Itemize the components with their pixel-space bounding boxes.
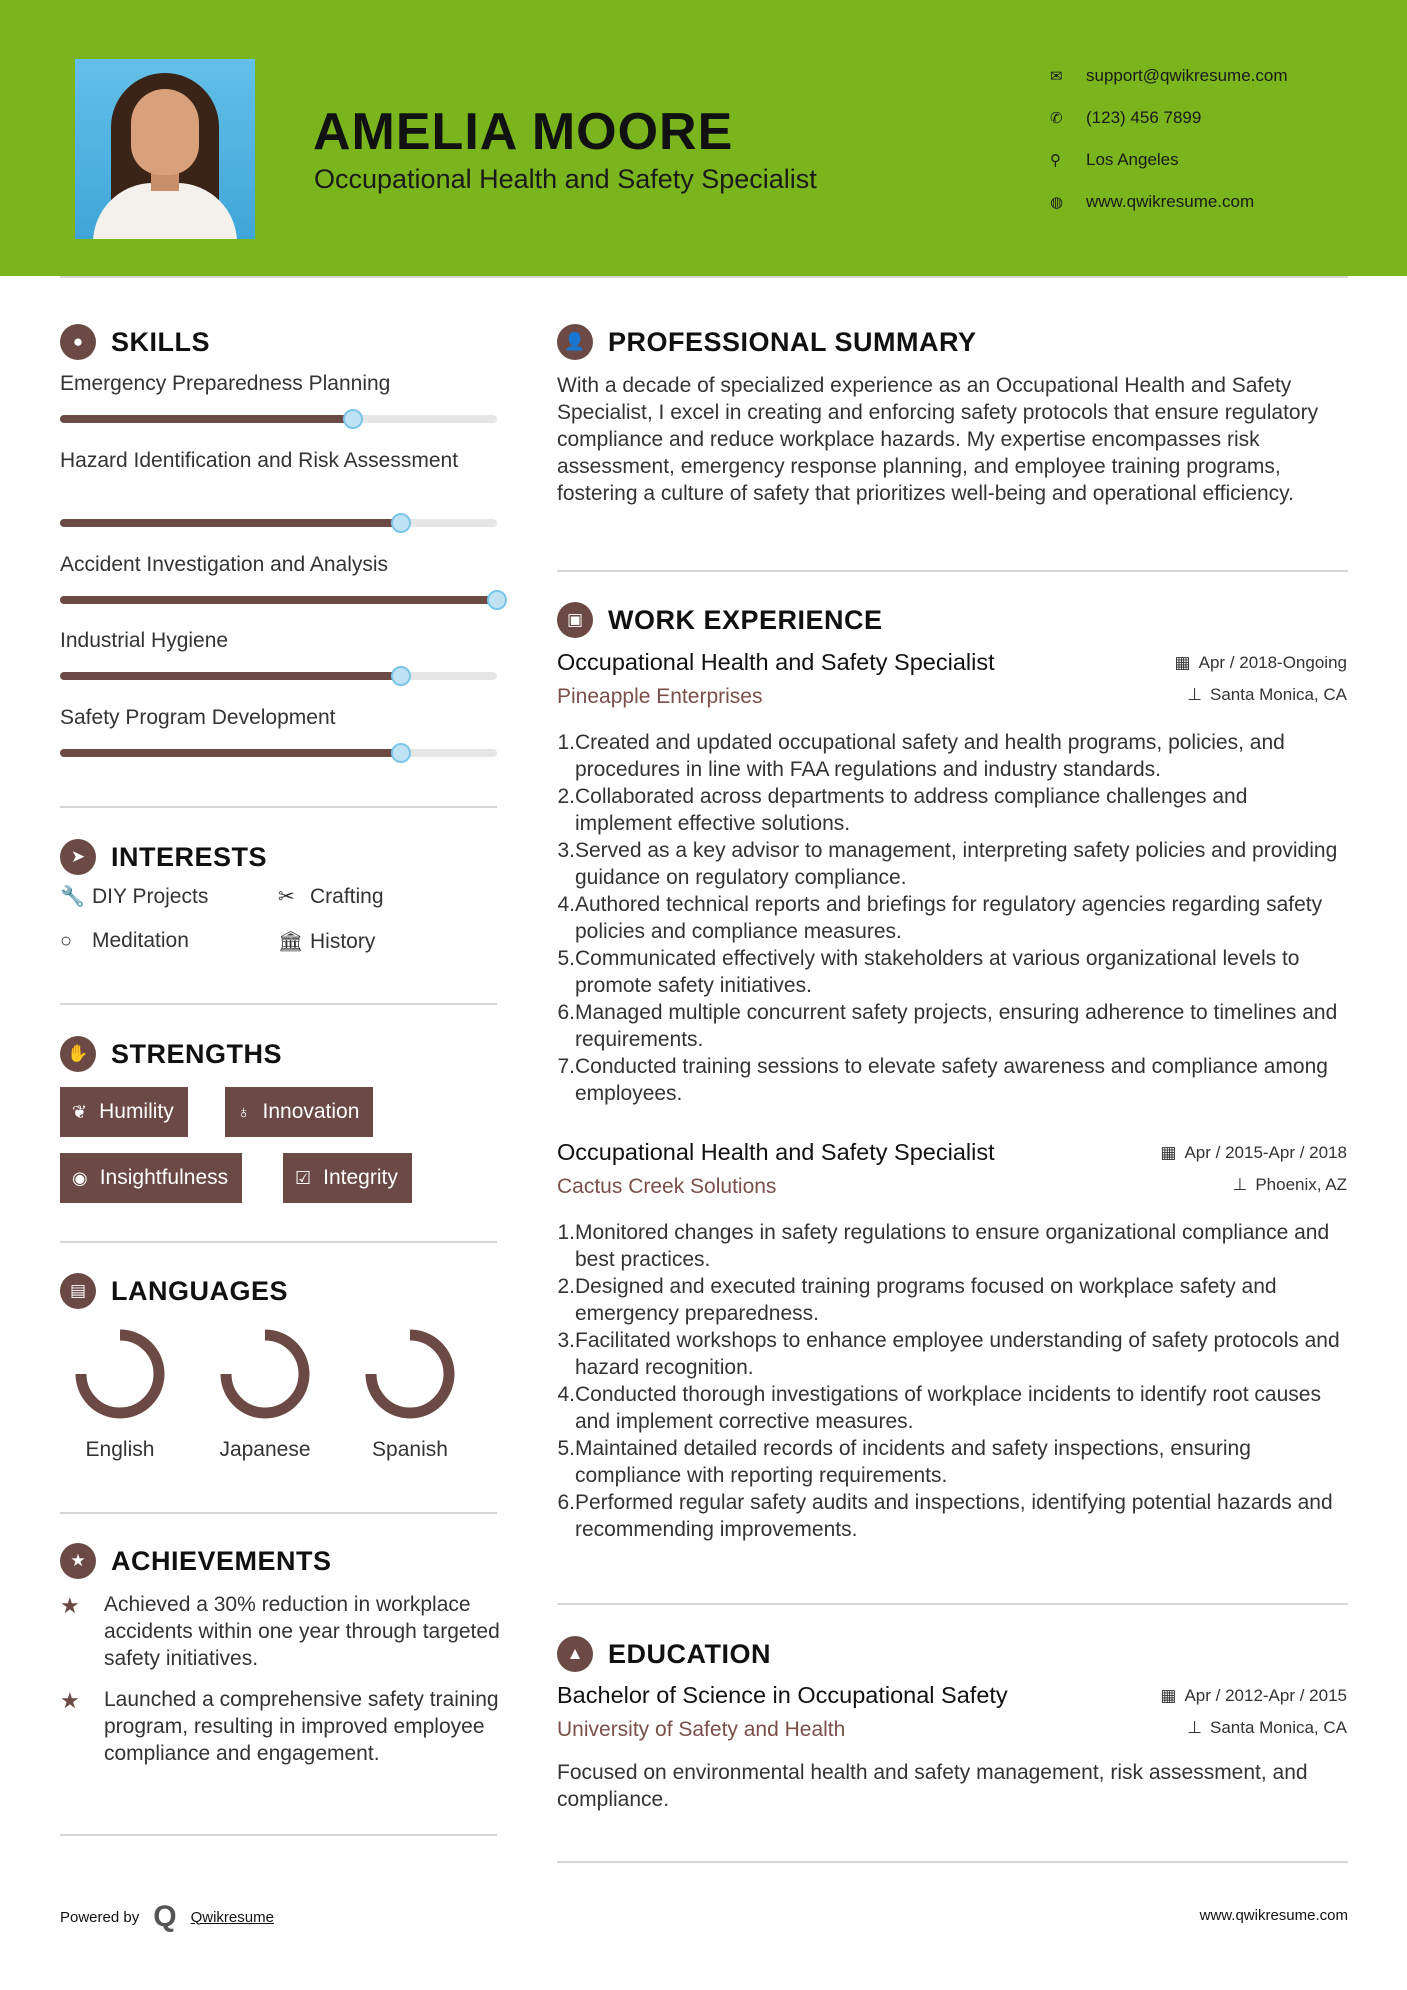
job-date <box>1175 653 1347 673</box>
contact-location-text: Los Angeles <box>1086 150 1179 169</box>
skill-knob <box>343 409 363 429</box>
list-item: 5. Communicated effectively with stakeholders at various organizational levels to promote safety initiatives. <box>557 947 1300 997</box>
pin-icon: ⊥ <box>1232 1175 1248 1194</box>
list-item: 5. Maintained detailed records of incidents and safety inspections, ensuring compliance with reporting requirements. <box>557 1437 1251 1487</box>
calendar-icon: ▦ <box>1160 1143 1177 1162</box>
education-title: EDUCATION <box>608 1638 771 1669</box>
job-company: Pineapple Enterprises <box>557 685 763 708</box>
skill-fill <box>60 749 401 757</box>
skill-item <box>60 627 497 654</box>
achievement-item <box>60 1686 500 1767</box>
wrench-icon: 🔧 <box>60 886 85 908</box>
contact-email-text: support@qwikresume.com <box>1086 66 1288 85</box>
job-role: Occupational Health and Safety Specialist <box>557 1139 995 1165</box>
calendar-icon: ▦ <box>1174 653 1191 672</box>
star-badge-icon: ★ <box>60 1543 96 1579</box>
skill-knob <box>391 666 411 686</box>
skill-item <box>60 447 497 474</box>
interests-title: INTERESTS <box>111 841 268 872</box>
stars-icon: ★ <box>60 1593 80 1618</box>
school: University of Safety and Health <box>557 1718 846 1741</box>
list-item: 2. Designed and executed training programs focused on workplace safety and emergency preparedness. <box>557 1275 1277 1325</box>
pin-icon: ⊥ <box>1187 685 1202 704</box>
contact-website[interactable] <box>1050 181 1288 223</box>
list-item: 7. Conducted training sessions to elevate safety awareness and compliance among employees. <box>557 1055 1328 1105</box>
skill-bar <box>60 415 497 423</box>
interest-item <box>60 929 189 953</box>
footer-powered-by <box>60 1900 274 1934</box>
section-divider <box>60 806 497 808</box>
phone-icon: ✆ <box>1050 110 1063 127</box>
skill-fill <box>60 519 401 527</box>
skill-bar <box>60 749 497 757</box>
strengths-title: STRENGTHS <box>111 1038 283 1069</box>
job-date-text: Apr / 2018-Ongoing <box>1198 653 1347 672</box>
summary-text: With a decade of specialized experience as an Occupational Health and Safety Specialist, I excel in creating and enforcing safety protocols that ensure regulatory compliance and reduce workplace hazards. My expertise encompasses risk assessment, emergency response planning, and employee training programs, fostering a culture of safety that prioritizes well-being and operational efficiency. <box>557 374 1319 505</box>
job-location-text: Phoenix, AZ <box>1255 1175 1347 1194</box>
brand-link[interactable]: Qwikresume <box>190 1908 274 1926</box>
achievement-text: Achieved a 30% reduction in workplace accidents within one year through targeted safety initiatives. <box>104 1593 500 1670</box>
achievement-item <box>60 1591 500 1672</box>
skill-item <box>60 704 497 731</box>
skill-label: Safety Program Development <box>60 706 336 729</box>
language-gauge <box>219 1328 311 1420</box>
job-role: Occupational Health and Safety Specialist <box>557 649 995 675</box>
section-divider <box>557 570 1348 572</box>
strength-badge <box>283 1153 412 1203</box>
job-location <box>1233 1175 1347 1195</box>
section-divider <box>60 1241 497 1243</box>
summary-title: PROFESSIONAL SUMMARY <box>608 326 977 357</box>
skill-knob <box>391 513 411 533</box>
skill-fill <box>60 672 401 680</box>
strength-label: Innovation <box>262 1100 360 1123</box>
experience-title: WORK EXPERIENCE <box>608 604 883 635</box>
list-item: 4. Conducted thorough investigations of workplace incidents to identify root causes and implement corrective measures. <box>557 1383 1321 1433</box>
list-item: 6. Managed multiple concurrent safety projects, ensuring adherence to timelines and requirements. <box>557 1001 1338 1051</box>
language-label: English <box>85 1438 155 1461</box>
language-item <box>350 1328 470 1462</box>
stars-icon: ★ <box>60 1688 80 1713</box>
interest-label: History <box>310 929 376 953</box>
contact-phone[interactable] <box>1050 97 1288 139</box>
interests-heading <box>60 839 267 875</box>
interest-item <box>278 884 384 909</box>
language-gauge <box>74 1328 166 1420</box>
section-divider <box>60 1834 497 1836</box>
achievements-heading <box>60 1543 332 1579</box>
education-heading <box>557 1636 771 1672</box>
skill-label: Industrial Hygiene <box>60 629 229 652</box>
paper-plane-icon: ➤ <box>60 839 96 875</box>
section-divider <box>557 1603 1348 1605</box>
list-item: 2. Collaborated across departments to address compliance challenges and implement effective solutions. <box>557 785 1248 835</box>
powered-by-text: Powered by <box>60 1908 140 1926</box>
resume-header <box>0 0 1407 276</box>
language-item <box>205 1328 325 1462</box>
skill-bar <box>60 519 497 527</box>
calendar-icon: ▦ <box>1160 1686 1177 1705</box>
education-date-text: Apr / 2012-Apr / 2015 <box>1184 1686 1347 1705</box>
strength-label: Integrity <box>323 1166 398 1189</box>
list-item: 3. Facilitated workshops to enhance employee understanding of safety protocols and hazard recognition. <box>557 1329 1340 1379</box>
languages-title: LANGUAGES <box>111 1275 289 1306</box>
job-date <box>1160 1143 1347 1163</box>
degree: Bachelor of Science in Occupational Safety <box>557 1682 1008 1708</box>
strength-badge <box>225 1087 373 1137</box>
pin-icon: ⊥ <box>1187 1718 1202 1737</box>
strengths-heading <box>60 1036 282 1072</box>
hand-icon: ✋ <box>60 1036 96 1072</box>
strength-label: Insightfulness <box>99 1166 229 1189</box>
footer-website[interactable]: www.qwikresume.com <box>1199 1907 1348 1924</box>
strength-label: Humility <box>99 1100 174 1123</box>
skill-label: Emergency Preparedness Planning <box>60 372 391 395</box>
skill-item <box>60 551 497 578</box>
envelope-icon: ✉ <box>1050 68 1063 85</box>
candidate-title: Occupational Health and Safety Specialist <box>314 164 817 194</box>
education-location-text: Santa Monica, CA <box>1209 1718 1347 1737</box>
contact-email[interactable] <box>1050 55 1288 97</box>
briefcase-icon: ▣ <box>557 602 593 638</box>
list-item: 1. Created and updated occupational safety and health programs, policies, and procedures in line with FAA regulations and industry standards. <box>557 731 1285 781</box>
education-date <box>1160 1686 1347 1706</box>
circle-icon: ○ <box>60 929 73 952</box>
map-pin-icon: ⚲ <box>1050 152 1061 169</box>
eye-icon: ◉ <box>72 1167 88 1188</box>
profile-photo <box>75 59 255 239</box>
check-square-icon: ☑ <box>295 1167 312 1188</box>
leaf-icon: ❦ <box>72 1101 88 1122</box>
interest-label: Crafting <box>310 884 384 908</box>
language-item <box>60 1328 180 1462</box>
skills-heading <box>60 324 210 360</box>
duty-list <box>557 1219 1347 1543</box>
job-location-text: Santa Monica, CA <box>1209 685 1347 704</box>
contact-website-text: www.qwikresume.com <box>1086 192 1255 211</box>
languages-heading <box>60 1273 288 1309</box>
skill-label: Accident Investigation and Analysis <box>60 553 389 576</box>
job-location <box>1187 685 1347 705</box>
lightbulb-icon: ♁ <box>237 1101 251 1122</box>
strength-badge <box>60 1153 242 1203</box>
language-label: Spanish <box>372 1438 448 1461</box>
education-location <box>1187 1718 1347 1738</box>
lightbulb-icon: ● <box>60 324 96 360</box>
skills-title: SKILLS <box>111 326 211 357</box>
language-label: Japanese <box>219 1438 311 1461</box>
interest-label: Meditation <box>92 929 189 952</box>
scissors-icon: ✂ <box>278 886 295 908</box>
job-company: Cactus Creek Solutions <box>557 1175 777 1198</box>
contact-phone-text: (123) 456 7899 <box>1086 108 1202 127</box>
list-item: 6. Performed regular safety audits and inspections, identifying potential hazards and recommending improvements. <box>557 1491 1333 1541</box>
section-divider <box>60 1512 497 1514</box>
summary-heading <box>557 324 977 360</box>
achievement-text: Launched a comprehensive safety training program, resulting in improved employee compliance and engagement. <box>104 1688 499 1765</box>
job-date-text: Apr / 2015-Apr / 2018 <box>1184 1143 1347 1162</box>
education-description: Focused on environmental health and safety management, risk assessment, and compliance. <box>557 1761 1308 1811</box>
list-item: 1. Monitored changes in safety regulations to ensure organizational compliance and best practices. <box>557 1221 1330 1271</box>
skill-bar <box>60 672 497 680</box>
graduation-icon: ▲ <box>557 1636 593 1672</box>
section-divider <box>60 1003 497 1005</box>
interest-label: DIY Projects <box>92 884 209 908</box>
contact-location <box>1050 139 1288 181</box>
duty-list <box>557 729 1347 1107</box>
section-divider <box>557 1861 1348 1863</box>
contact-list <box>1050 55 1288 223</box>
globe-icon: ◍ <box>1050 194 1064 211</box>
list-item: 4. Authored technical reports and briefings for regulatory agencies regarding safety policies and compliance measures. <box>557 893 1323 943</box>
interest-item <box>278 929 375 954</box>
user-icon: 👤 <box>557 324 593 360</box>
interest-item <box>60 884 208 909</box>
skill-label: Hazard Identification and Risk Assessment <box>60 449 459 472</box>
museum-icon: 🏛 <box>278 931 304 953</box>
translate-icon: ▤ <box>60 1273 96 1309</box>
header-divider <box>60 276 1348 278</box>
skill-fill <box>60 415 353 423</box>
skill-knob <box>391 743 411 763</box>
list-item: 3. Served as a key advisor to management, interpreting safety policies and providing guidance on regulatory compliance. <box>557 839 1338 889</box>
experience-heading <box>557 602 883 638</box>
skill-fill <box>60 596 497 604</box>
skill-knob <box>487 590 507 610</box>
language-gauge <box>364 1328 456 1420</box>
achievements-title: ACHIEVEMENTS <box>111 1545 332 1576</box>
candidate-name: AMELIA MOORE <box>313 103 734 161</box>
qwikresume-logo-icon: Q <box>153 1900 177 1933</box>
strength-badge <box>60 1087 188 1137</box>
skill-bar <box>60 596 497 604</box>
skill-item <box>60 370 497 397</box>
